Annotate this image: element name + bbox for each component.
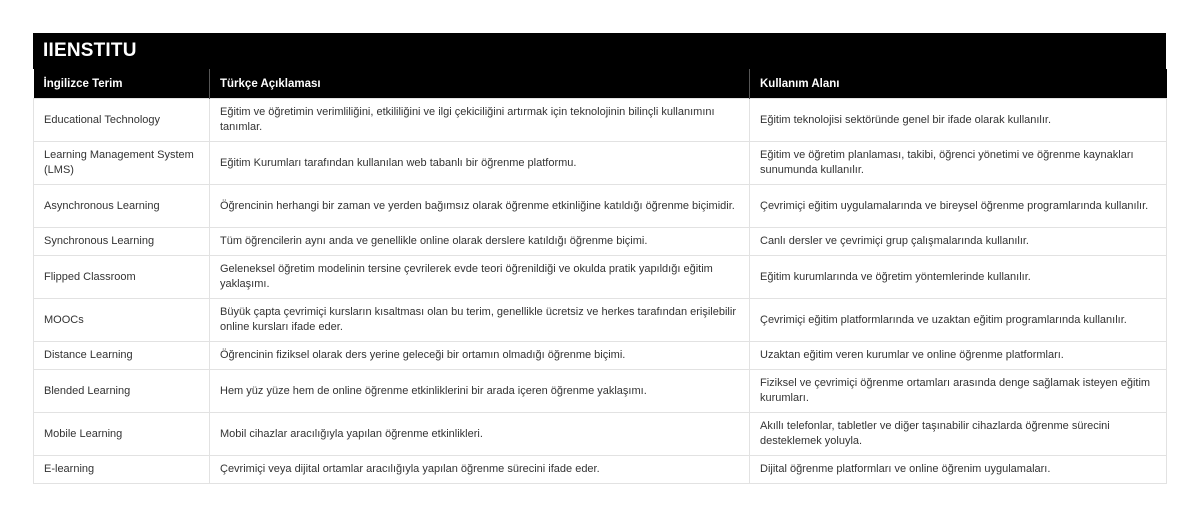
term-cell: Asynchronous Learning <box>34 185 210 228</box>
glossary-table-container <box>33 33 1166 484</box>
description-cell: Çevrimiçi veya dijital ortamlar aracılığıyla yapılan öğrenme sürecini ifade eder. <box>210 456 750 484</box>
usage-cell: Çevrimiçi eğitim platformlarında ve uzaktan eğitim programlarında kullanılır. <box>750 299 1167 342</box>
usage-cell: Çevrimiçi eğitim uygulamalarında ve bireysel öğrenme programlarında kullanılır. <box>750 185 1167 228</box>
usage-cell: Fiziksel ve çevrimiçi öğrenme ortamları arasında denge sağlamak isteyen eğitim kurumları. <box>750 370 1167 413</box>
term-cell: Blended Learning <box>34 370 210 413</box>
description-cell: Tüm öğrencilerin aynı anda ve genellikle online olarak derslere katıldığı öğrenme biçimi. <box>210 228 750 256</box>
description-cell: Geleneksel öğretim modelinin tersine çevrilerek evde teori öğrenildiği ve okulda pratik yapıldığı eğitim yaklaşımı. <box>210 256 750 299</box>
term-cell: Learning Management System (LMS) <box>34 142 210 185</box>
table-row <box>34 256 1167 299</box>
table-row <box>34 456 1167 484</box>
description-cell: Öğrencinin fiziksel olarak ders yerine geleceği bir ortamın olmadığı öğrenme biçimi. <box>210 342 750 370</box>
description-cell: Büyük çapta çevrimiçi kursların kısaltması olan bu terim, genellikle ücretsiz ve herkes tarafından erişilebilir online kursları ifade eder. <box>210 299 750 342</box>
column-header-usage: Kullanım Alanı <box>750 69 1167 99</box>
term-cell: Distance Learning <box>34 342 210 370</box>
description-cell: Eğitim Kurumları tarafından kullanılan web tabanlı bir öğrenme platformu. <box>210 142 750 185</box>
table-header-row <box>34 69 1167 99</box>
column-header-description: Türkçe Açıklaması <box>210 69 750 99</box>
usage-cell: Eğitim teknolojisi sektöründe genel bir ifade olarak kullanılır. <box>750 99 1167 142</box>
term-cell: E-learning <box>34 456 210 484</box>
table-row <box>34 342 1167 370</box>
table-row <box>34 370 1167 413</box>
usage-cell: Dijital öğrenme platformları ve online öğrenim uygulamaları. <box>750 456 1167 484</box>
usage-cell: Akıllı telefonlar, tabletler ve diğer taşınabilir cihazlarda öğrenme sürecini desteklemek yoluyla. <box>750 413 1167 456</box>
table-row <box>34 299 1167 342</box>
term-cell: Flipped Classroom <box>34 256 210 299</box>
table-row <box>34 142 1167 185</box>
usage-cell: Uzaktan eğitim veren kurumlar ve online öğrenme platformları. <box>750 342 1167 370</box>
description-cell: Mobil cihazlar aracılığıyla yapılan öğrenme etkinlikleri. <box>210 413 750 456</box>
usage-cell: Canlı dersler ve çevrimiçi grup çalışmalarında kullanılır. <box>750 228 1167 256</box>
column-header-term: İngilizce Terim <box>34 69 210 99</box>
table-row <box>34 185 1167 228</box>
term-cell: Mobile Learning <box>34 413 210 456</box>
table-row <box>34 413 1167 456</box>
term-cell: Synchronous Learning <box>34 228 210 256</box>
usage-cell: Eğitim ve öğretim planlaması, takibi, öğrenci yönetimi ve öğrenme kaynakları sunumunda kullanılır. <box>750 142 1167 185</box>
table-row <box>34 99 1167 142</box>
glossary-table <box>33 69 1167 484</box>
brand-title: IIENSTITU <box>33 33 1166 69</box>
term-cell: MOOCs <box>34 299 210 342</box>
term-cell: Educational Technology <box>34 99 210 142</box>
description-cell: Öğrencinin herhangi bir zaman ve yerden bağımsız olarak öğrenme etkinliğine katıldığı öğrenme biçimidir. <box>210 185 750 228</box>
table-row <box>34 228 1167 256</box>
description-cell: Eğitim ve öğretimin verimliliğini, etkililiğini ve ilgi çekiciliğini artırmak için teknolojinin bilinçli kullanımını tanımlar. <box>210 99 750 142</box>
description-cell: Hem yüz yüze hem de online öğrenme etkinliklerini bir arada içeren öğrenme yaklaşımı. <box>210 370 750 413</box>
usage-cell: Eğitim kurumlarında ve öğretim yöntemlerinde kullanılır. <box>750 256 1167 299</box>
